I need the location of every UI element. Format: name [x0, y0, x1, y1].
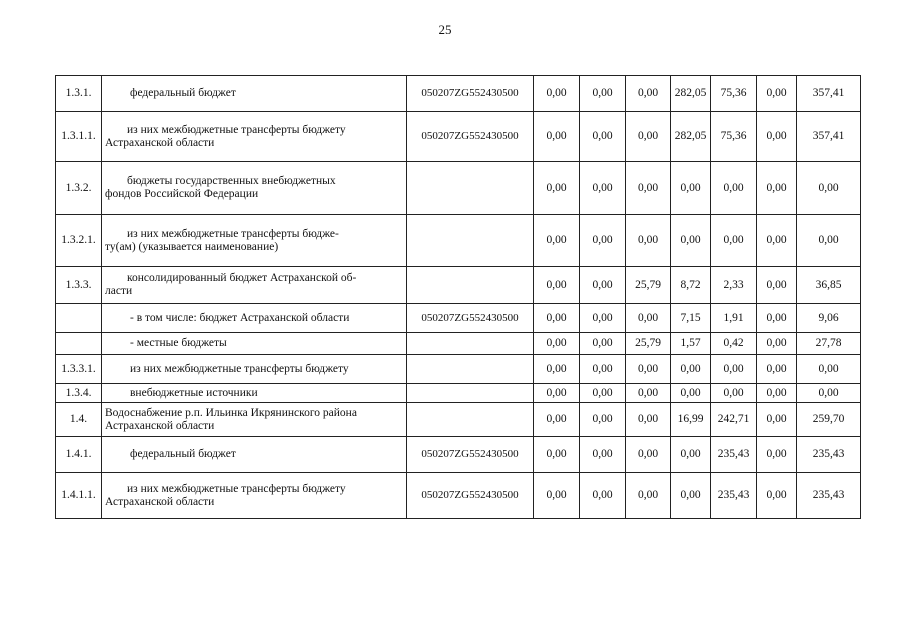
- row-name: из них межбюджетные трансферты бюдже- ту(ам) (указывается наименование): [102, 215, 407, 267]
- row-code: 1.3.1.: [56, 76, 102, 112]
- row-value: 16,99: [671, 403, 711, 437]
- row-value: 0,00: [757, 304, 797, 333]
- row-value: 0,00: [626, 304, 671, 333]
- row-value: 27,78: [797, 333, 861, 355]
- row-value: 0,00: [580, 333, 626, 355]
- row-value: 0,00: [757, 473, 797, 519]
- row-budget-code: 050207ZG552430500: [407, 473, 534, 519]
- row-value: 2,33: [711, 267, 757, 304]
- row-value: 0,00: [534, 112, 580, 162]
- row-budget-code: [407, 333, 534, 355]
- row-name: федеральный бюджет: [102, 437, 407, 473]
- row-name: бюджеты государственных внебюджетных фондов Российской Федерации: [102, 162, 407, 215]
- row-value: 0,00: [534, 304, 580, 333]
- row-value: 0,00: [797, 215, 861, 267]
- row-value: 0,00: [671, 473, 711, 519]
- row-budget-code: [407, 267, 534, 304]
- row-value: 0,00: [534, 333, 580, 355]
- row-value: 0,00: [580, 162, 626, 215]
- table-row: [56, 267, 861, 304]
- row-value: 25,79: [626, 333, 671, 355]
- row-budget-code: 050207ZG552430500: [407, 437, 534, 473]
- row-code: [56, 304, 102, 333]
- row-value: 0,00: [797, 355, 861, 384]
- row-value: 235,43: [711, 437, 757, 473]
- table-row: [56, 473, 861, 519]
- row-value: 235,43: [711, 473, 757, 519]
- row-name: - местные бюджеты: [102, 333, 407, 355]
- row-value: 0,00: [534, 384, 580, 403]
- row-value: 0,00: [797, 384, 861, 403]
- row-value: 0,00: [626, 112, 671, 162]
- row-value: 357,41: [797, 112, 861, 162]
- table-body: [56, 76, 861, 519]
- row-value: 0,00: [757, 215, 797, 267]
- row-value: 0,00: [580, 403, 626, 437]
- row-value: 0,00: [711, 162, 757, 215]
- row-budget-code: [407, 403, 534, 437]
- row-value: 259,70: [797, 403, 861, 437]
- row-budget-code: [407, 384, 534, 403]
- row-value: 357,41: [797, 76, 861, 112]
- row-value: 0,00: [757, 76, 797, 112]
- row-code: 1.4.: [56, 403, 102, 437]
- row-value: 0,00: [534, 403, 580, 437]
- table-row: [56, 76, 861, 112]
- row-value: 0,00: [534, 215, 580, 267]
- row-value: 0,00: [626, 355, 671, 384]
- row-value: 235,43: [797, 473, 861, 519]
- row-code: 1.3.2.1.: [56, 215, 102, 267]
- row-value: 0,00: [757, 267, 797, 304]
- row-name: внебюджетные источники: [102, 384, 407, 403]
- table-row: [56, 384, 861, 403]
- row-value: 0,00: [757, 355, 797, 384]
- row-value: 0,00: [580, 304, 626, 333]
- row-value: 7,15: [671, 304, 711, 333]
- row-value: 0,00: [757, 384, 797, 403]
- row-value: 0,00: [626, 162, 671, 215]
- row-budget-code: 050207ZG552430500: [407, 304, 534, 333]
- row-value: 0,00: [580, 437, 626, 473]
- row-code: 1.3.3.: [56, 267, 102, 304]
- row-name: - в том числе: бюджет Астраханской области: [102, 304, 407, 333]
- row-name: из них межбюджетные трансферты бюджету Астраханской области: [102, 112, 407, 162]
- row-code: 1.3.1.1.: [56, 112, 102, 162]
- row-value: 0,00: [711, 384, 757, 403]
- row-code: 1.4.1.1.: [56, 473, 102, 519]
- table-row: [56, 304, 861, 333]
- table-row: [56, 215, 861, 267]
- row-code: 1.3.4.: [56, 384, 102, 403]
- row-value: 0,00: [580, 267, 626, 304]
- row-value: 0,00: [534, 437, 580, 473]
- table-row: [56, 355, 861, 384]
- row-value: 1,91: [711, 304, 757, 333]
- row-value: 0,00: [757, 112, 797, 162]
- row-name: из них межбюджетные трансферты бюджету Астраханской области: [102, 473, 407, 519]
- row-value: 0,00: [534, 473, 580, 519]
- row-code: 1.3.3.1.: [56, 355, 102, 384]
- table-row: [56, 333, 861, 355]
- row-value: 36,85: [797, 267, 861, 304]
- row-value: 1,57: [671, 333, 711, 355]
- table-row: [56, 437, 861, 473]
- row-code: [56, 333, 102, 355]
- row-value: 0,00: [671, 437, 711, 473]
- row-code: 1.4.1.: [56, 437, 102, 473]
- row-value: 0,00: [626, 437, 671, 473]
- row-value: 0,00: [671, 355, 711, 384]
- row-value: 75,36: [711, 112, 757, 162]
- row-value: 25,79: [626, 267, 671, 304]
- row-value: 0,00: [671, 162, 711, 215]
- row-value: 0,00: [626, 76, 671, 112]
- row-value: 0,00: [534, 76, 580, 112]
- row-name: федеральный бюджет: [102, 76, 407, 112]
- row-name: консолидированный бюджет Астраханской об- ласти: [102, 267, 407, 304]
- row-value: 282,05: [671, 112, 711, 162]
- row-value: 0,00: [757, 162, 797, 215]
- row-value: 0,00: [671, 384, 711, 403]
- page-number: 25: [438, 22, 452, 37]
- row-budget-code: 050207ZG552430500: [407, 76, 534, 112]
- row-value: 0,00: [757, 403, 797, 437]
- row-name: Водоснабжение р.п. Ильинка Икрянинского района Астраханской области: [102, 403, 407, 437]
- row-value: 0,00: [580, 215, 626, 267]
- row-value: 0,00: [711, 355, 757, 384]
- row-budget-code: 050207ZG552430500: [407, 112, 534, 162]
- row-value: 0,00: [626, 403, 671, 437]
- row-value: 0,00: [626, 215, 671, 267]
- row-value: 0,00: [580, 473, 626, 519]
- row-value: 235,43: [797, 437, 861, 473]
- row-value: 75,36: [711, 76, 757, 112]
- row-budget-code: [407, 215, 534, 267]
- row-value: 9,06: [797, 304, 861, 333]
- row-value: 0,00: [797, 162, 861, 215]
- row-value: 0,00: [711, 215, 757, 267]
- row-value: 0,00: [757, 333, 797, 355]
- row-value: 0,00: [534, 162, 580, 215]
- budget-table: [55, 75, 861, 519]
- row-value: 0,00: [580, 76, 626, 112]
- row-name: из них межбюджетные трансферты бюджету: [102, 355, 407, 384]
- table-row: [56, 403, 861, 437]
- table-row: [56, 112, 861, 162]
- row-code: 1.3.2.: [56, 162, 102, 215]
- row-value: 0,00: [757, 437, 797, 473]
- row-value: 0,00: [626, 384, 671, 403]
- row-value: 282,05: [671, 76, 711, 112]
- row-value: 0,00: [626, 473, 671, 519]
- row-budget-code: [407, 162, 534, 215]
- table-row: [56, 162, 861, 215]
- row-value: 0,00: [580, 384, 626, 403]
- row-budget-code: [407, 355, 534, 384]
- row-value: 0,00: [580, 355, 626, 384]
- row-value: 0,00: [671, 215, 711, 267]
- row-value: 0,00: [534, 267, 580, 304]
- row-value: 0,00: [580, 112, 626, 162]
- row-value: 8,72: [671, 267, 711, 304]
- row-value: 0,00: [534, 355, 580, 384]
- row-value: 0,42: [711, 333, 757, 355]
- row-value: 242,71: [711, 403, 757, 437]
